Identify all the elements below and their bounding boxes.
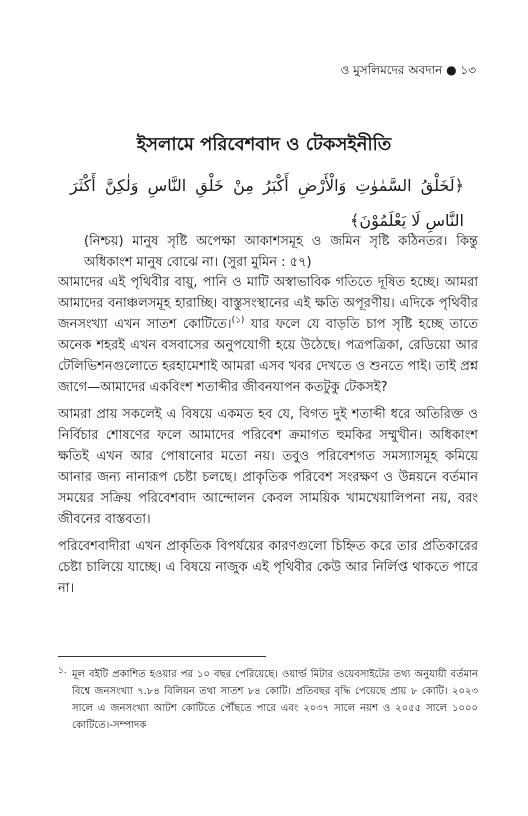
footnote-number: ১. [58,666,67,676]
paragraph-2: আমরা প্রায় সকলেই এ বিষয়ে একমত হব যে, বিগত দুই শতাব্দী ধরে অতিরিক্ত ও নির্বিচার শোষণের ফলে আমাদের পরিবেশ ক্রমাগত হুমকির সম্মুখীন। অধিকাংশ ক্ষতিই এখন আর পোষানোর মতো নয়। তবুও পরিবেশগত সমস্যাসমূহ কমিয়ে আনার জন্য নানারূপ চেষ্টা চলছে। প্রাকৃতিক পরিবেশ সংরক্ষণ ও উন্নয়নে বর্তমান সময়ের সক্রিয় পরিবেশবাদ আন্দোলন কেবল সাময়িক খামখেয়ালিপনা নয়, বরং জীবনের বাস্তবতা। [58,407,478,527]
paragraph-3: পরিবেশবাদীরা এখন প্রাকৃতিক বিপর্যয়ের কারণগুলো চিহ্নিত করে তার প্রতিকারের চেষ্টা চালিয়ে যাচ্ছে। এ বিষয়ে নাজুক এই পৃথিবীর কেউ আর নির্লিপ্ত থাকতে পারে না। [58,539,478,596]
body-text [58,272,478,605]
footnote [58,666,478,734]
paragraph-1-text-a: আমাদের এই পৃথিবীর বায়ু, পানি ও মাটি অস্বাভাবিক গতিতে দূষিত হচ্ছে। আমরা আমাদের বনাঞ্চলসমূহ হারাচ্ছি। বাস্তুসংস্থানের এই ক্ষতি অপূরণীয়। এদিকে পৃথিবীর জনসংখ্যা এখন সাতশ কোটিতে। [58,275,478,332]
arabic-verse: ﴿لَخَلْقُ السَّمٰوٰتِ وَالْأَرْضِ أَكْبَرُ مِنْ خَلْقِ النَّاسِ وَلٰكِنَّ أَكْثَرَ النَّاسِ لَا يَعْلَمُوْنَ﴾ [70,176,464,230]
running-header: ও মুসলিমদের অবদান ● ১৩ [340,63,476,77]
chapter-title: ইসলামে পরিবেশবাদ ও টেকসইনীতি [136,134,392,155]
footnote-text: মূল বইটি প্রকাশিত হওয়ার পর ১০ বছর পেরিয়েছে। ওয়ার্ল্ড মিটার ওয়েবসাইটের তথ্য অনুযায়ী বর্তমান বিশ্বে জনসংখ্যা ৭.৮৪ বিলিয়ন তথা সাতশ ৮৪ কোটি। প্রতিবছর বৃদ্ধি পেয়েছে প্রায় ৮ কোটি। ২০২৩ সালে এ জনসংখ্যা আটশ কোটিতে পৌঁছতে পারে এবং ২০৩৭ সালে নয়শ ও ২০৫৫ সালে ১০০০ কোটিতে।-সম্পাদক [72,669,478,731]
verse-translation: (নিশ্চয়) মানুষ সৃষ্টি অপেক্ষা আকাশসমূহ ও জমিন সৃষ্টি কঠিনতর। কিন্তু অধিকাংশ মানুষ বোঝে না। (সুরা মুমিন : ৫৭) [84,234,478,270]
footnote-reference: (১) [231,315,245,326]
paragraph-1 [58,272,478,398]
paragraph-1-text-b: যার ফলে যে বাড়তি চাপ সৃষ্টি হচ্ছে তাতে অনেক শহরই এখন বসবাসের অনুপযোগী হয়ে উঠেছে। পত্রপত্রিকা, রেডিয়ো আর টেলিভিশনগুলোতে হরহামেশাই আমরা এসব খবর দেখতে ও শুনতে পাই। তাই প্রশ্ন জাগে—আমাদের একবিংশ শতাব্দীর জীবনযাপন কতটুকু টেকসই? [58,317,478,395]
footnote-divider [58,656,266,657]
